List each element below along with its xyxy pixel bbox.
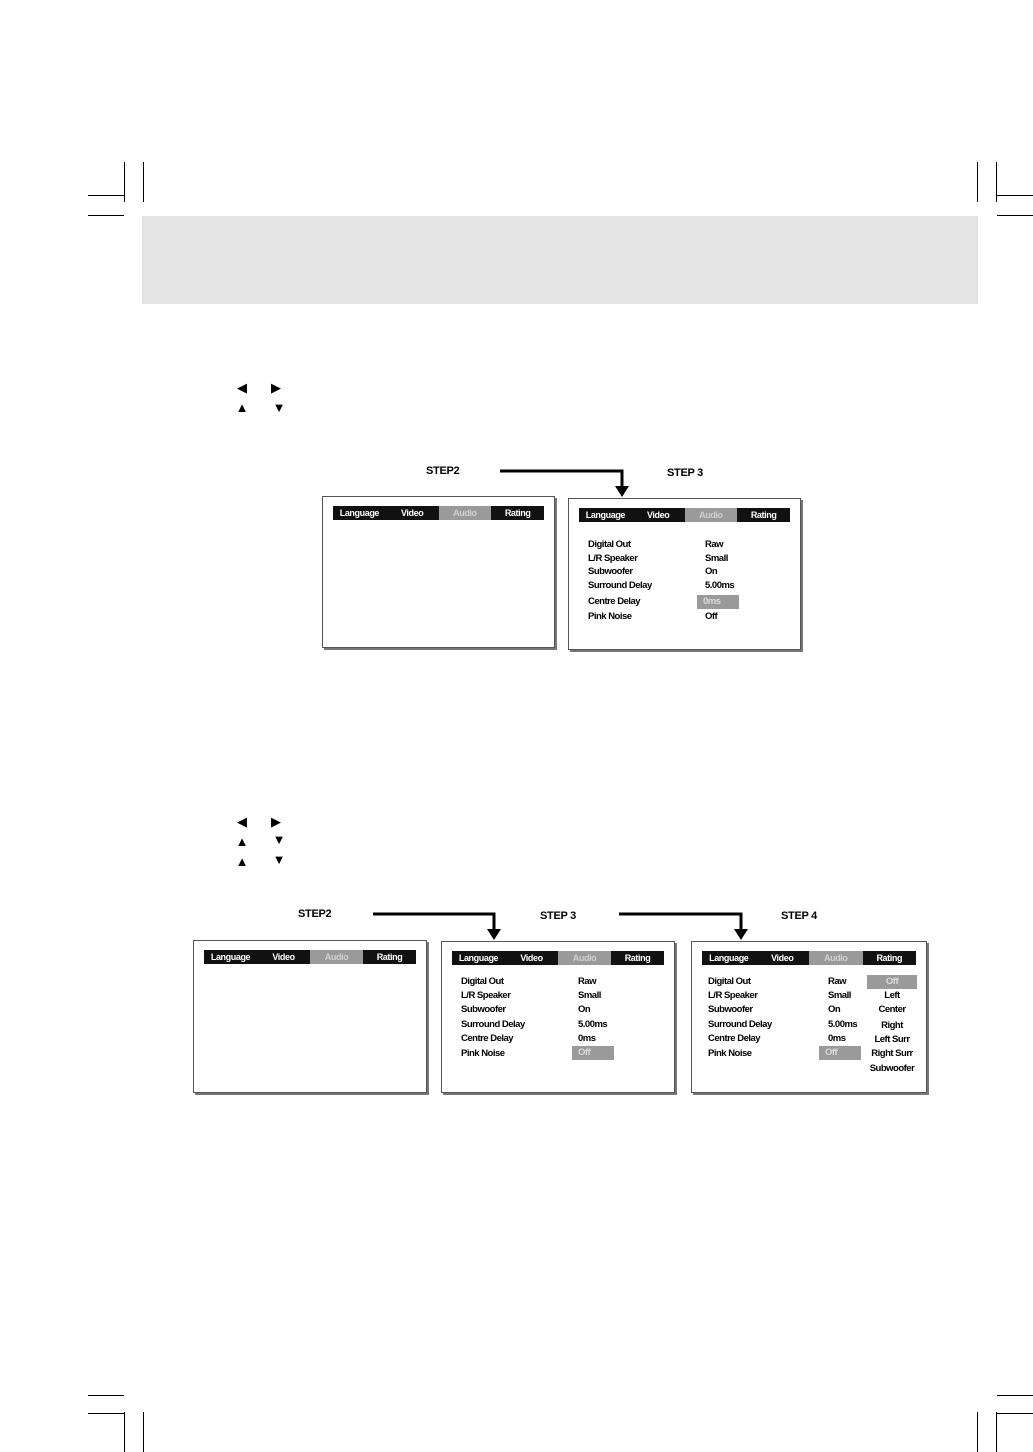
tab-audio[interactable]: Audio [685,508,738,522]
option-right[interactable]: Right [881,1020,903,1031]
down-arrow-icon: ▼ [272,832,286,847]
setting-label-centre-delay[interactable]: Centre Delay [708,1033,761,1044]
crop-mark [977,1412,978,1452]
tab-rating[interactable]: Rating [504,508,531,518]
crop-mark [88,1413,124,1414]
setting-value-pink-noise: Off [705,611,718,622]
menu-tab-bar [452,951,664,965]
option-subwoofer[interactable]: Subwoofer [869,1063,915,1074]
crop-mark [997,1413,1033,1414]
setting-value-centre-delay: 0ms [828,1033,846,1044]
tab-video[interactable]: Video [272,952,295,962]
step-label: STEP2 [426,465,460,477]
flow-arrow [498,468,638,498]
setting-value-digital-out: Raw [705,539,724,550]
tab-rating[interactable]: Rating [376,952,403,962]
setting-value-pink-noise: Off [572,1046,614,1060]
tab-video[interactable]: Video [646,510,670,520]
setting-label-subwoofer[interactable]: Subwoofer [588,566,633,577]
left-arrow-icon: ◀ [237,380,247,395]
menu-screen-step3 [441,941,675,1093]
menu-tab-bar [204,950,416,964]
crop-mark [997,215,1033,216]
tab-audio[interactable]: Audio [558,951,611,965]
crop-mark [997,1395,1033,1396]
crop-mark [124,1412,125,1452]
setting-label-surround-delay[interactable]: Surround Delay [588,580,652,591]
setting-value-centre-delay: 0ms [697,595,739,609]
crop-mark [88,215,124,216]
option-right-surr[interactable]: Right Surr [871,1048,913,1059]
setting-value-lr-speaker: Small [578,990,601,1001]
flow-arrow [617,911,757,941]
tab-audio[interactable]: Audio [310,950,363,964]
tab-video[interactable]: Video [400,508,424,518]
crop-mark [88,195,124,196]
up-arrow-icon: ▲ [235,854,249,869]
menu-tab-bar [702,951,916,965]
tab-audio[interactable]: Audio [809,951,863,965]
setting-label-surround-delay[interactable]: Surround Delay [708,1019,772,1030]
setting-label-subwoofer[interactable]: Subwoofer [461,1004,506,1015]
menu-tab-bar [579,508,790,522]
tab-language[interactable]: Language [709,953,749,963]
setting-label-lr-speaker[interactable]: L/R Speaker [708,990,758,1001]
setting-label-pink-noise[interactable]: Pink Noise [588,611,632,622]
setting-label-surround-delay[interactable]: Surround Delay [461,1019,525,1030]
tab-audio[interactable]: Audio [439,506,492,520]
menu-screen-step3 [568,498,801,650]
option-left-surr[interactable]: Left Surr [874,1034,910,1045]
option-center[interactable]: Center [878,1004,906,1015]
option-left[interactable]: Left [884,990,900,1001]
setting-label-lr-speaker[interactable]: L/R Speaker [588,553,638,564]
setting-label-centre-delay[interactable]: Centre Delay [461,1033,514,1044]
crop-mark [996,162,997,202]
setting-label-digital-out[interactable]: Digital Out [708,976,751,987]
setting-label-pink-noise[interactable]: Pink Noise [461,1048,505,1059]
left-arrow-icon: ◀ [237,814,247,829]
setting-label-subwoofer[interactable]: Subwoofer [708,1004,753,1015]
setting-value-pink-noise: Off [819,1046,861,1060]
tab-language[interactable]: Language [210,952,251,962]
step-label: STEP 3 [667,467,703,479]
setting-value-subwoofer: On [828,1004,841,1015]
setting-label-centre-delay[interactable]: Centre Delay [588,596,641,607]
setting-value-subwoofer: On [705,566,718,577]
step-label: STEP 3 [540,910,576,922]
tab-video[interactable]: Video [520,953,543,963]
right-arrow-icon: ▶ [271,814,281,829]
down-arrow-icon: ▼ [272,400,286,415]
setting-label-pink-noise[interactable]: Pink Noise [708,1048,752,1059]
crop-mark [88,1395,124,1396]
crop-mark [143,162,144,202]
menu-screen-step4 [691,941,927,1093]
setting-value-surround-delay: 5.00ms [828,1019,858,1030]
crop-mark [124,162,125,202]
tab-video[interactable]: Video [771,953,794,963]
step-label: STEP2 [298,908,332,920]
setting-value-subwoofer: On [578,1004,591,1015]
crop-mark [997,195,1033,196]
crop-mark [977,162,978,202]
setting-value-surround-delay: 5.00ms [578,1019,608,1030]
tab-language[interactable]: Language [339,508,380,518]
setting-value-lr-speaker: Small [705,553,728,564]
setting-value-centre-delay: 0ms [578,1033,596,1044]
tab-rating[interactable]: Rating [750,510,777,520]
flow-arrow [371,911,511,941]
step-label: STEP 4 [781,910,817,922]
tab-language[interactable]: Language [585,510,626,520]
tab-language[interactable]: Language [458,953,499,963]
tab-rating[interactable]: Rating [624,953,651,963]
crop-mark [143,1412,144,1452]
right-arrow-icon: ▶ [271,380,281,395]
setting-value-digital-out: Raw [828,976,847,987]
menu-screen-step2 [322,496,555,648]
menu-screen-step2 [193,940,427,1093]
tab-rating[interactable]: Rating [876,953,903,963]
setting-label-digital-out[interactable]: Digital Out [461,976,504,987]
setting-value-surround-delay: 5.00ms [705,580,735,591]
header-band [142,216,978,304]
down-arrow-icon: ▼ [272,852,286,867]
up-arrow-icon: ▲ [235,834,249,849]
crop-mark [996,1412,997,1452]
setting-label-lr-speaker[interactable]: L/R Speaker [461,990,511,1001]
menu-tab-bar [333,506,544,520]
up-arrow-icon: ▲ [235,400,249,415]
setting-value-digital-out: Raw [578,976,597,987]
setting-value-lr-speaker: Small [828,990,851,1001]
option-off[interactable]: Off [867,975,917,989]
setting-label-digital-out[interactable]: Digital Out [588,539,631,550]
